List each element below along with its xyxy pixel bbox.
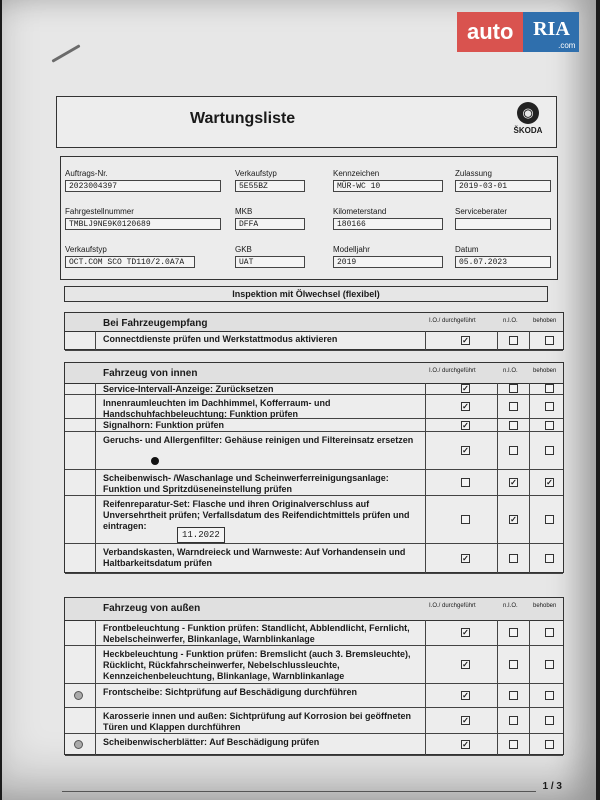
checklist-item-text: Verbandskasten, Warndreieck und Warnweste: Auf Vorhandensein und Haltbarkeitsdatum prüfen — [103, 547, 406, 568]
checkbox-nio[interactable]: ✓ — [510, 515, 517, 524]
info-label: Fahrgestellnummer — [65, 207, 134, 216]
column-divider — [497, 470, 498, 495]
checklist-row — [65, 734, 563, 756]
checkbox-nio[interactable] — [509, 336, 518, 345]
info-label: Verkaufstyp — [65, 245, 107, 254]
column-divider — [425, 646, 426, 683]
watermark-ria-text: RIA — [533, 18, 570, 40]
expiry-date-field[interactable]: 11.2022 — [177, 527, 225, 543]
checkbox-nio[interactable] — [509, 716, 518, 725]
checklist-section — [64, 312, 564, 350]
page-title: Wartungsliste — [190, 110, 296, 127]
checklist-row — [65, 708, 563, 734]
row-divider — [95, 620, 96, 645]
checklist-row — [65, 395, 563, 419]
row-divider — [95, 331, 96, 350]
checklist-item-text: Scheibenwischerblätter: Auf Beschädigung prüfen — [103, 737, 320, 747]
checkbox-io[interactable]: ✓ — [462, 660, 469, 669]
column-divider — [497, 419, 498, 431]
info-value-field: OCT.COM SCO TD110/2.0A7A — [65, 256, 195, 268]
column-divider — [497, 496, 498, 543]
info-value-field: MÜR-WC 10 — [333, 180, 443, 192]
row-divider — [95, 734, 96, 755]
checklist-row — [65, 496, 563, 544]
checkbox-nio[interactable] — [509, 628, 518, 637]
checkbox-io[interactable]: ✓ — [462, 628, 469, 637]
checklist-item-text: Scheibenwisch- /Waschanlage und Scheinwerferreinigungsanlage: Funktion und Spritzdüseneinstellung prüfen — [103, 473, 389, 494]
checkbox-nio[interactable] — [509, 402, 518, 411]
checkbox-behoben[interactable] — [545, 446, 554, 455]
column-header-io: I.O./ durchgeführt — [429, 603, 476, 609]
column-divider — [497, 395, 498, 418]
section-header — [65, 598, 563, 621]
checklist-section — [64, 597, 564, 755]
column-header-io: I.O./ durchgeführt — [429, 368, 476, 374]
column-divider — [497, 684, 498, 707]
info-label: GKB — [235, 245, 252, 254]
column-divider — [529, 383, 530, 394]
checkbox-io[interactable]: ✓ — [462, 716, 469, 725]
info-label: MKB — [235, 207, 253, 216]
info-value-field: 2023004397 — [65, 180, 221, 192]
column-divider — [497, 383, 498, 394]
checkbox-behoben[interactable] — [545, 660, 554, 669]
column-divider — [425, 331, 426, 350]
checkbox-behoben[interactable] — [545, 402, 554, 411]
section-title: Bei Fahrzeugempfang — [103, 318, 208, 329]
checkbox-nio[interactable] — [509, 421, 518, 430]
checklist-row — [65, 383, 563, 395]
info-value-field: 5E55BZ — [235, 180, 305, 192]
checkbox-nio[interactable] — [509, 554, 518, 563]
checklist-row — [65, 684, 563, 708]
checkbox-io[interactable]: ✓ — [462, 336, 469, 345]
checkbox-behoben[interactable] — [545, 336, 554, 345]
info-label: Serviceberater — [455, 207, 508, 216]
section-header — [65, 313, 563, 332]
checkbox-io[interactable] — [461, 478, 470, 487]
row-divider — [95, 419, 96, 431]
checklist-item-text: Geruchs- und Allergenfilter: Gehäuse reinigen und Filtereinsatz ersetzen — [103, 435, 414, 445]
column-divider — [529, 544, 530, 573]
checkbox-behoben[interactable] — [545, 421, 554, 430]
info-label: Datum — [455, 245, 479, 254]
watermark-domain: .com — [558, 41, 576, 50]
checkbox-io[interactable]: ✓ — [462, 402, 469, 411]
column-header-behoben: behoben — [533, 368, 557, 374]
checkbox-io[interactable]: ✓ — [462, 691, 469, 700]
column-divider — [425, 684, 426, 707]
row-divider — [95, 432, 96, 469]
skoda-logo — [508, 102, 548, 135]
checklist-row — [65, 331, 563, 351]
section-title: Fahrzeug von außen — [103, 603, 201, 614]
checklist-item-text: Heckbeleuchtung - Funktion prüfen: Bremslicht (auch 3. Bremsleuchte), Rücklicht, Rückfahrscheinwerfer, Nebelschlussleuchte, Kennzeichenbeleuchtung, Blinkanlage, Warnblinkanlage — [103, 649, 411, 681]
checkbox-nio[interactable] — [509, 446, 518, 455]
skoda-emblem-icon: ◉ — [517, 102, 539, 124]
checklist-row — [65, 620, 563, 646]
row-divider — [95, 496, 96, 543]
vehicle-info-block — [60, 156, 558, 280]
column-header-nio: n.I.O. — [503, 603, 518, 609]
footer-line — [62, 791, 536, 792]
checkbox-nio[interactable] — [509, 740, 518, 749]
checklist-item-text: Karosserie innen und außen: Sichtprüfung auf Korrosion bei geöffneten Türen und Klappen durchführen — [103, 711, 412, 732]
row-divider — [95, 470, 96, 495]
checklist-item-text: Signalhorn: Funktion prüfen — [103, 420, 224, 430]
checklist-row — [65, 419, 563, 432]
column-divider — [425, 432, 426, 469]
checkbox-nio[interactable] — [509, 660, 518, 669]
checkbox-nio[interactable]: ✓ — [510, 478, 517, 487]
checklist-row — [65, 432, 563, 470]
checklist-row — [65, 646, 563, 684]
column-divider — [425, 708, 426, 733]
column-header-behoben: behoben — [533, 603, 557, 609]
info-label: Kennzeichen — [333, 169, 380, 178]
checkbox-behoben[interactable] — [545, 554, 554, 563]
info-value-field: 2019-03-01 — [455, 180, 551, 192]
column-divider — [497, 734, 498, 755]
title-box — [56, 96, 557, 148]
column-divider — [425, 734, 426, 755]
checkbox-behoben[interactable] — [545, 740, 554, 749]
info-value-field: TMBLJ9NE9K0120689 — [65, 218, 221, 230]
ink-dot-icon — [151, 457, 159, 465]
inspection-title: Inspektion mit Ölwechsel (flexibel) — [64, 286, 548, 302]
checkbox-nio[interactable] — [509, 384, 518, 393]
info-value-field: DFFA — [235, 218, 305, 230]
column-divider — [529, 734, 530, 755]
column-divider — [529, 432, 530, 469]
checklist-item-text: Connectdienste prüfen und Werkstattmodus aktivieren — [103, 334, 338, 344]
column-divider — [497, 646, 498, 683]
column-divider — [497, 432, 498, 469]
checkbox-behoben[interactable]: ✓ — [546, 478, 553, 487]
info-value-field: 2019 — [333, 256, 443, 268]
column-divider — [529, 620, 530, 645]
checkbox-io[interactable] — [461, 515, 470, 524]
checklist-section — [64, 362, 564, 573]
column-divider — [497, 620, 498, 645]
checklist-item-text: Frontscheibe: Sichtprüfung auf Beschädigung durchführen — [103, 687, 358, 697]
column-divider — [425, 544, 426, 573]
column-divider — [425, 419, 426, 431]
checkbox-io[interactable]: ✓ — [462, 446, 469, 455]
column-header-behoben: behoben — [533, 318, 557, 324]
row-divider — [95, 544, 96, 573]
info-label: Kilometerstand — [333, 207, 387, 216]
info-value-field: UAT — [235, 256, 305, 268]
info-value-field: 180166 — [333, 218, 443, 230]
row-marker-icon — [74, 740, 83, 749]
row-divider — [95, 395, 96, 418]
column-divider — [425, 620, 426, 645]
column-divider — [529, 470, 530, 495]
checkbox-behoben[interactable] — [545, 691, 554, 700]
checkbox-io[interactable]: ✓ — [462, 740, 469, 749]
column-header-nio: n.I.O. — [503, 368, 518, 374]
section-title: Fahrzeug von innen — [103, 368, 198, 379]
checkbox-behoben[interactable] — [545, 628, 554, 637]
checkbox-io[interactable]: ✓ — [462, 384, 469, 393]
checklist-item-text: Frontbeleuchtung - Funktion prüfen: Standlicht, Abblendlicht, Fernlicht, Nebelscheinwerfer, Blinkanlage, Warnblinkanlage — [103, 623, 410, 644]
column-divider — [497, 544, 498, 573]
watermark-auto: auto — [457, 12, 523, 52]
column-divider — [425, 470, 426, 495]
checkbox-behoben[interactable] — [545, 515, 554, 524]
column-divider — [529, 684, 530, 707]
checkbox-io[interactable]: ✓ — [462, 554, 469, 563]
column-divider — [497, 708, 498, 733]
column-divider — [425, 395, 426, 418]
checkbox-io[interactable]: ✓ — [462, 420, 469, 430]
page-number: 1 / 3 — [542, 781, 562, 792]
row-divider — [95, 383, 96, 394]
row-divider — [95, 684, 96, 707]
checkbox-behoben[interactable] — [545, 384, 554, 393]
column-divider — [425, 496, 426, 543]
column-divider — [425, 383, 426, 394]
checkbox-nio[interactable] — [509, 691, 518, 700]
checklist-row — [65, 470, 563, 496]
row-divider — [95, 646, 96, 683]
checklist-row — [65, 544, 563, 574]
skoda-brand-text: ŠKODA — [513, 126, 543, 135]
document-page — [2, 0, 596, 800]
column-divider — [529, 331, 530, 350]
info-label: Auftrags-Nr. — [65, 169, 108, 178]
column-divider — [529, 496, 530, 543]
checklist-item-text: Reifenreparatur-Set: Flasche und ihren Originalverschluss auf Unversehrtheit prüfen; Verfallsdatum des Reifendichtmittels prüfen und eintragen: — [103, 499, 410, 531]
checklist-item-text: Innenraumleuchten im Dachhimmel, Kofferraum- und Handschuhfachbeleuchtung: Funktion prüfen — [103, 398, 331, 419]
column-header-nio: n.I.O. — [503, 318, 518, 324]
info-label: Modelljahr — [333, 245, 370, 254]
info-value-field — [455, 218, 551, 230]
column-header-io: I.O./ durchgeführt — [429, 318, 476, 324]
staple — [51, 44, 80, 63]
section-header — [65, 363, 563, 384]
watermark-ria — [523, 12, 579, 52]
autoria-watermark — [457, 12, 579, 52]
column-divider — [497, 331, 498, 350]
column-divider — [529, 419, 530, 431]
info-label: Zulassung — [455, 169, 492, 178]
column-divider — [529, 395, 530, 418]
checkbox-behoben[interactable] — [545, 716, 554, 725]
column-divider — [529, 646, 530, 683]
row-divider — [95, 708, 96, 733]
checklist-item-text: Service-Intervall-Anzeige: Zurücksetzen — [103, 384, 274, 394]
info-value-field: 05.07.2023 — [455, 256, 551, 268]
column-divider — [529, 708, 530, 733]
info-label: Verkaufstyp — [235, 169, 277, 178]
row-marker-icon — [74, 691, 83, 700]
